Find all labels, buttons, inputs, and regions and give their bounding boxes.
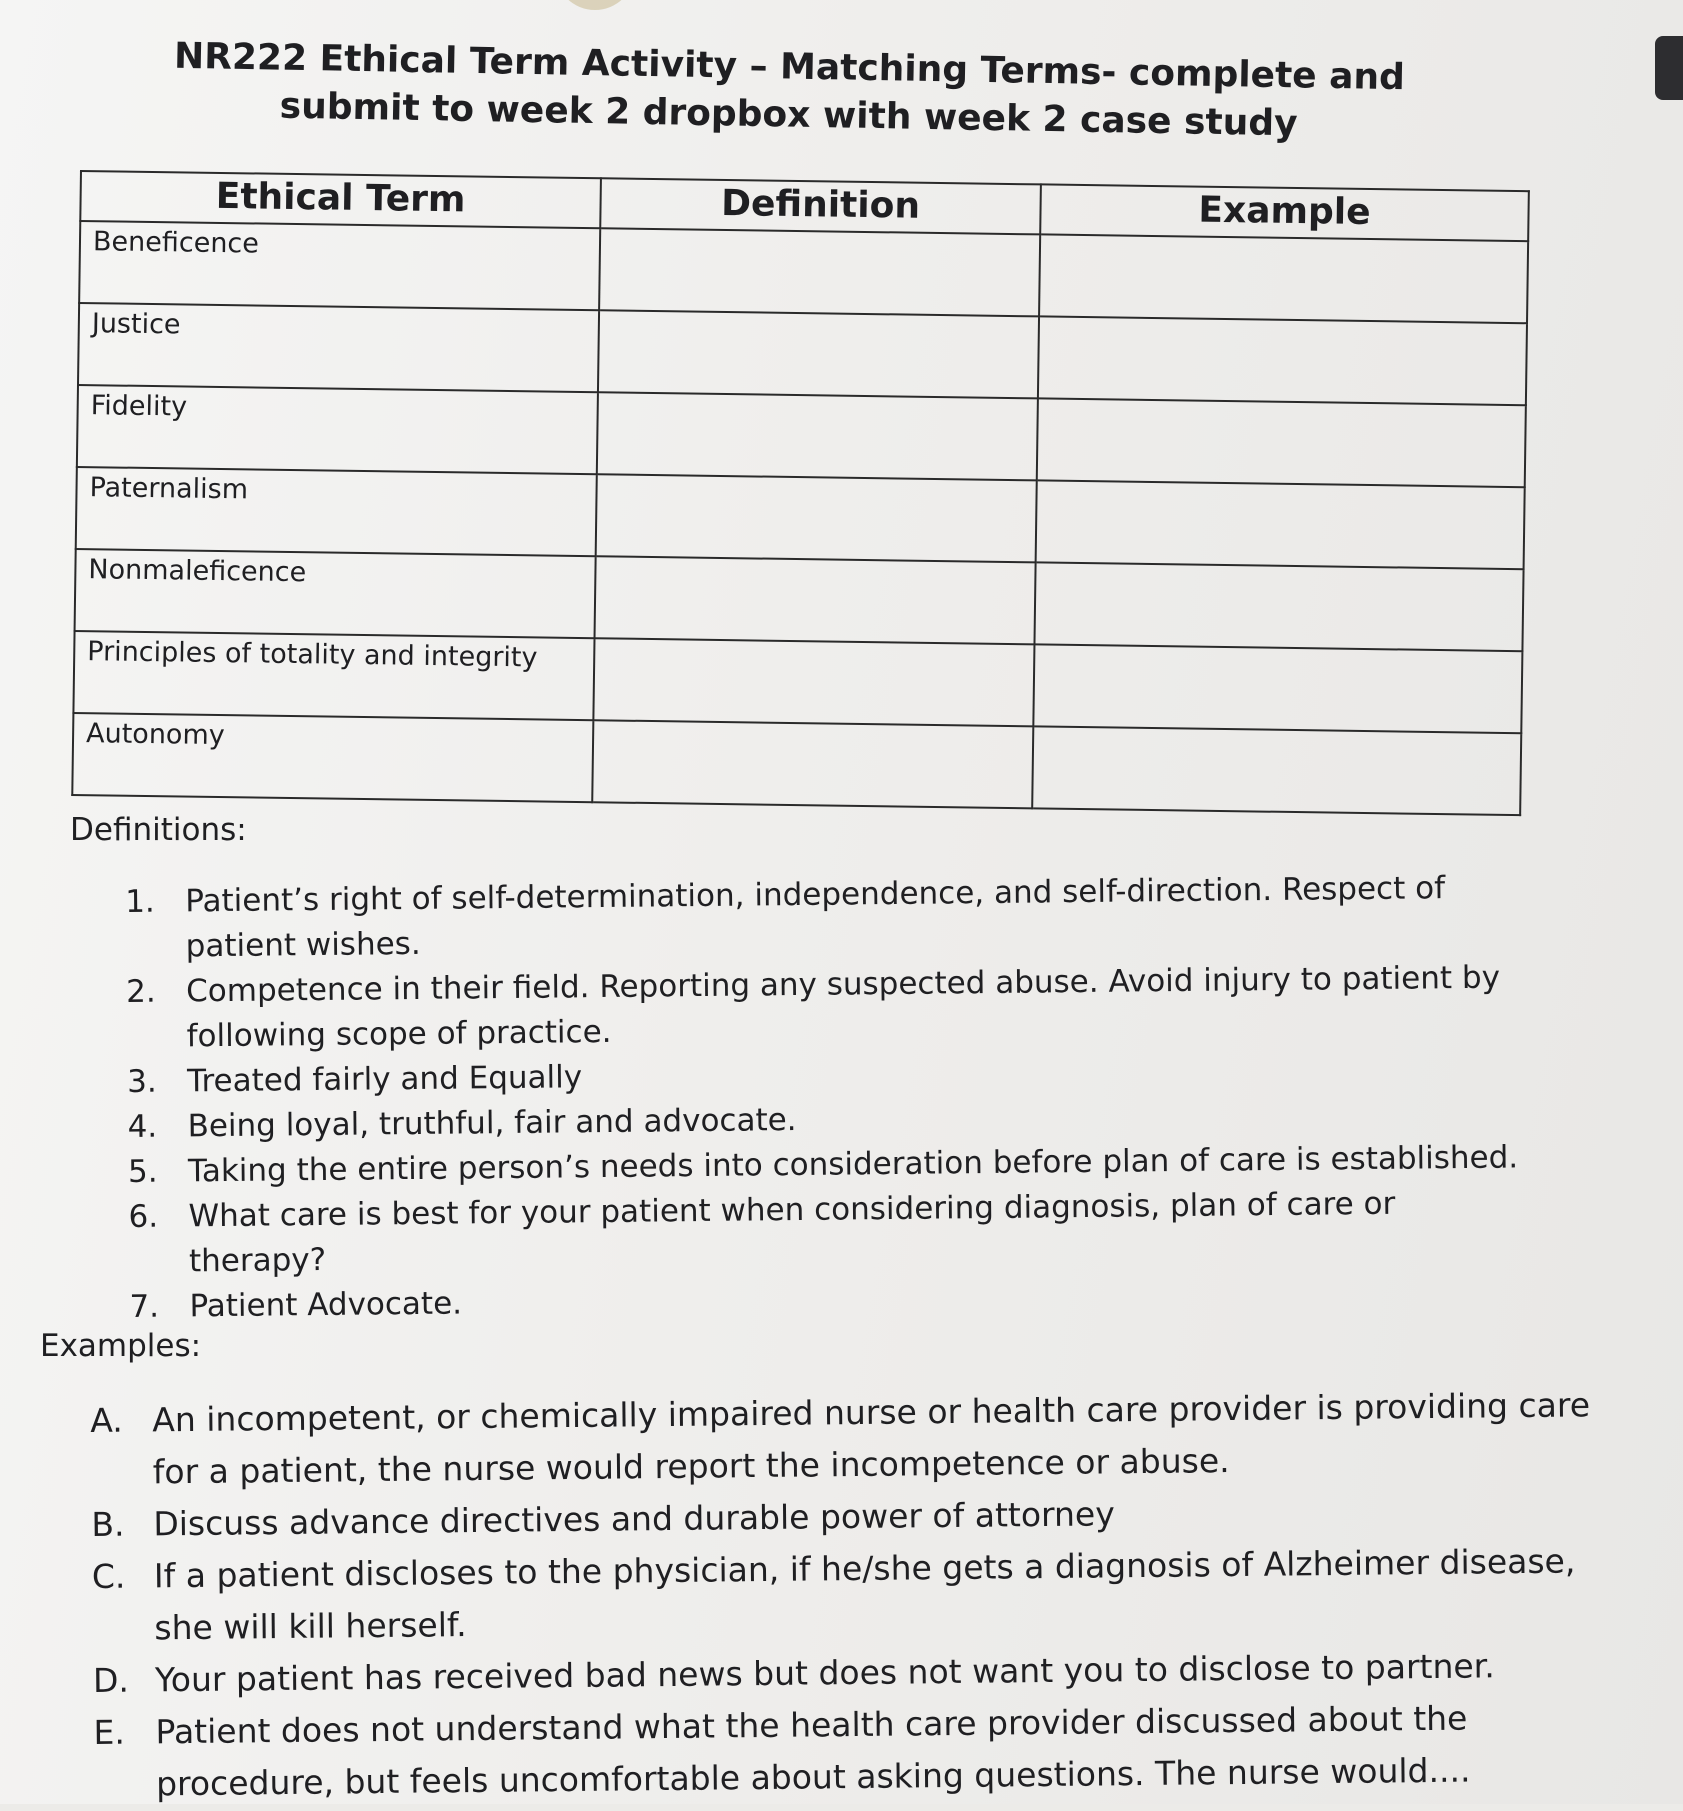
definition-cell[interactable] xyxy=(595,556,1036,644)
term-cell: Autonomy xyxy=(72,713,593,802)
header-example: Example xyxy=(1040,184,1529,241)
definitions-heading: Definitions: xyxy=(70,812,247,848)
example-cell[interactable] xyxy=(1037,398,1526,487)
list-item: 2. Competence in their field. Reporting any suspected abuse. Avoid injury to patient by following scope of practice. xyxy=(125,959,1501,1055)
page-title: NR222 Ethical Term Activity – Matching Terms- complete and submit to week 2 dropbox with week 2 case study xyxy=(173,35,1406,145)
header-definition: Definition xyxy=(600,178,1041,234)
example-cell[interactable] xyxy=(1032,726,1521,815)
definition-cell[interactable] xyxy=(596,474,1037,562)
definitions-list xyxy=(125,865,1540,1330)
definition-cell[interactable] xyxy=(597,392,1038,480)
term-cell: Principles of totality and integrity xyxy=(73,631,594,720)
example-cell[interactable] xyxy=(1036,480,1525,569)
logo-emblem xyxy=(555,0,635,10)
list-item: B. Discuss advance directives and durable power of attorney xyxy=(91,1494,1115,1544)
term-cell: Nonmaleficence xyxy=(75,549,596,638)
definition-cell[interactable] xyxy=(593,638,1034,726)
list-item: E. Patient does not understand what the health care provider discussed about the procedure, but feels uncomfortable about asking questions. The nurse would.... xyxy=(93,1698,1471,1804)
example-cell[interactable] xyxy=(1033,644,1522,733)
list-item: D. Your patient has received bad news but does not want you to disclose to partner. xyxy=(92,1646,1495,1700)
list-item: 5. Taking the entire person’s needs into consideration before plan of care is established. xyxy=(127,1139,1519,1190)
definition-cell[interactable] xyxy=(592,720,1033,808)
examples-list xyxy=(90,1379,1614,1811)
definition-cell[interactable] xyxy=(598,310,1039,398)
list-item: C. If a patient discloses to the physician, if he/she gets a diagnosis of Alzheimer disease, she will kill herself. xyxy=(91,1541,1576,1648)
examples-heading: Examples: xyxy=(40,1328,202,1364)
list-item: 7. Patient Advocate. xyxy=(129,1285,463,1325)
example-cell[interactable] xyxy=(1039,234,1528,323)
list-item: 4. Being loyal, truthful, fair and advocate. xyxy=(127,1101,797,1145)
list-item: 3. Treated fairly and Equally xyxy=(126,1059,583,1100)
header-ethical-term: Ethical Term xyxy=(80,171,601,228)
list-item: 6. What care is best for your patient when considering diagnosis, plan of care or therapy? xyxy=(128,1185,1396,1280)
term-cell: Beneficence xyxy=(79,221,600,310)
term-cell: Fidelity xyxy=(77,385,598,474)
example-cell[interactable] xyxy=(1038,316,1527,405)
definition-cell[interactable] xyxy=(599,228,1040,316)
ethical-terms-table xyxy=(71,170,1530,816)
list-item: A. An incompetent, or chemically impaired nurse or health care provider is providing care for a patient, the nurse would report the incompetence or abuse. xyxy=(90,1385,1591,1492)
list-item: 1. Patient’s right of self-determination, independence, and self-direction. Respect of patient wishes. xyxy=(125,870,1446,965)
example-cell[interactable] xyxy=(1034,562,1523,651)
term-cell: Justice xyxy=(78,303,599,392)
term-cell: Paternalism xyxy=(76,467,597,556)
device-edge xyxy=(1655,36,1683,100)
